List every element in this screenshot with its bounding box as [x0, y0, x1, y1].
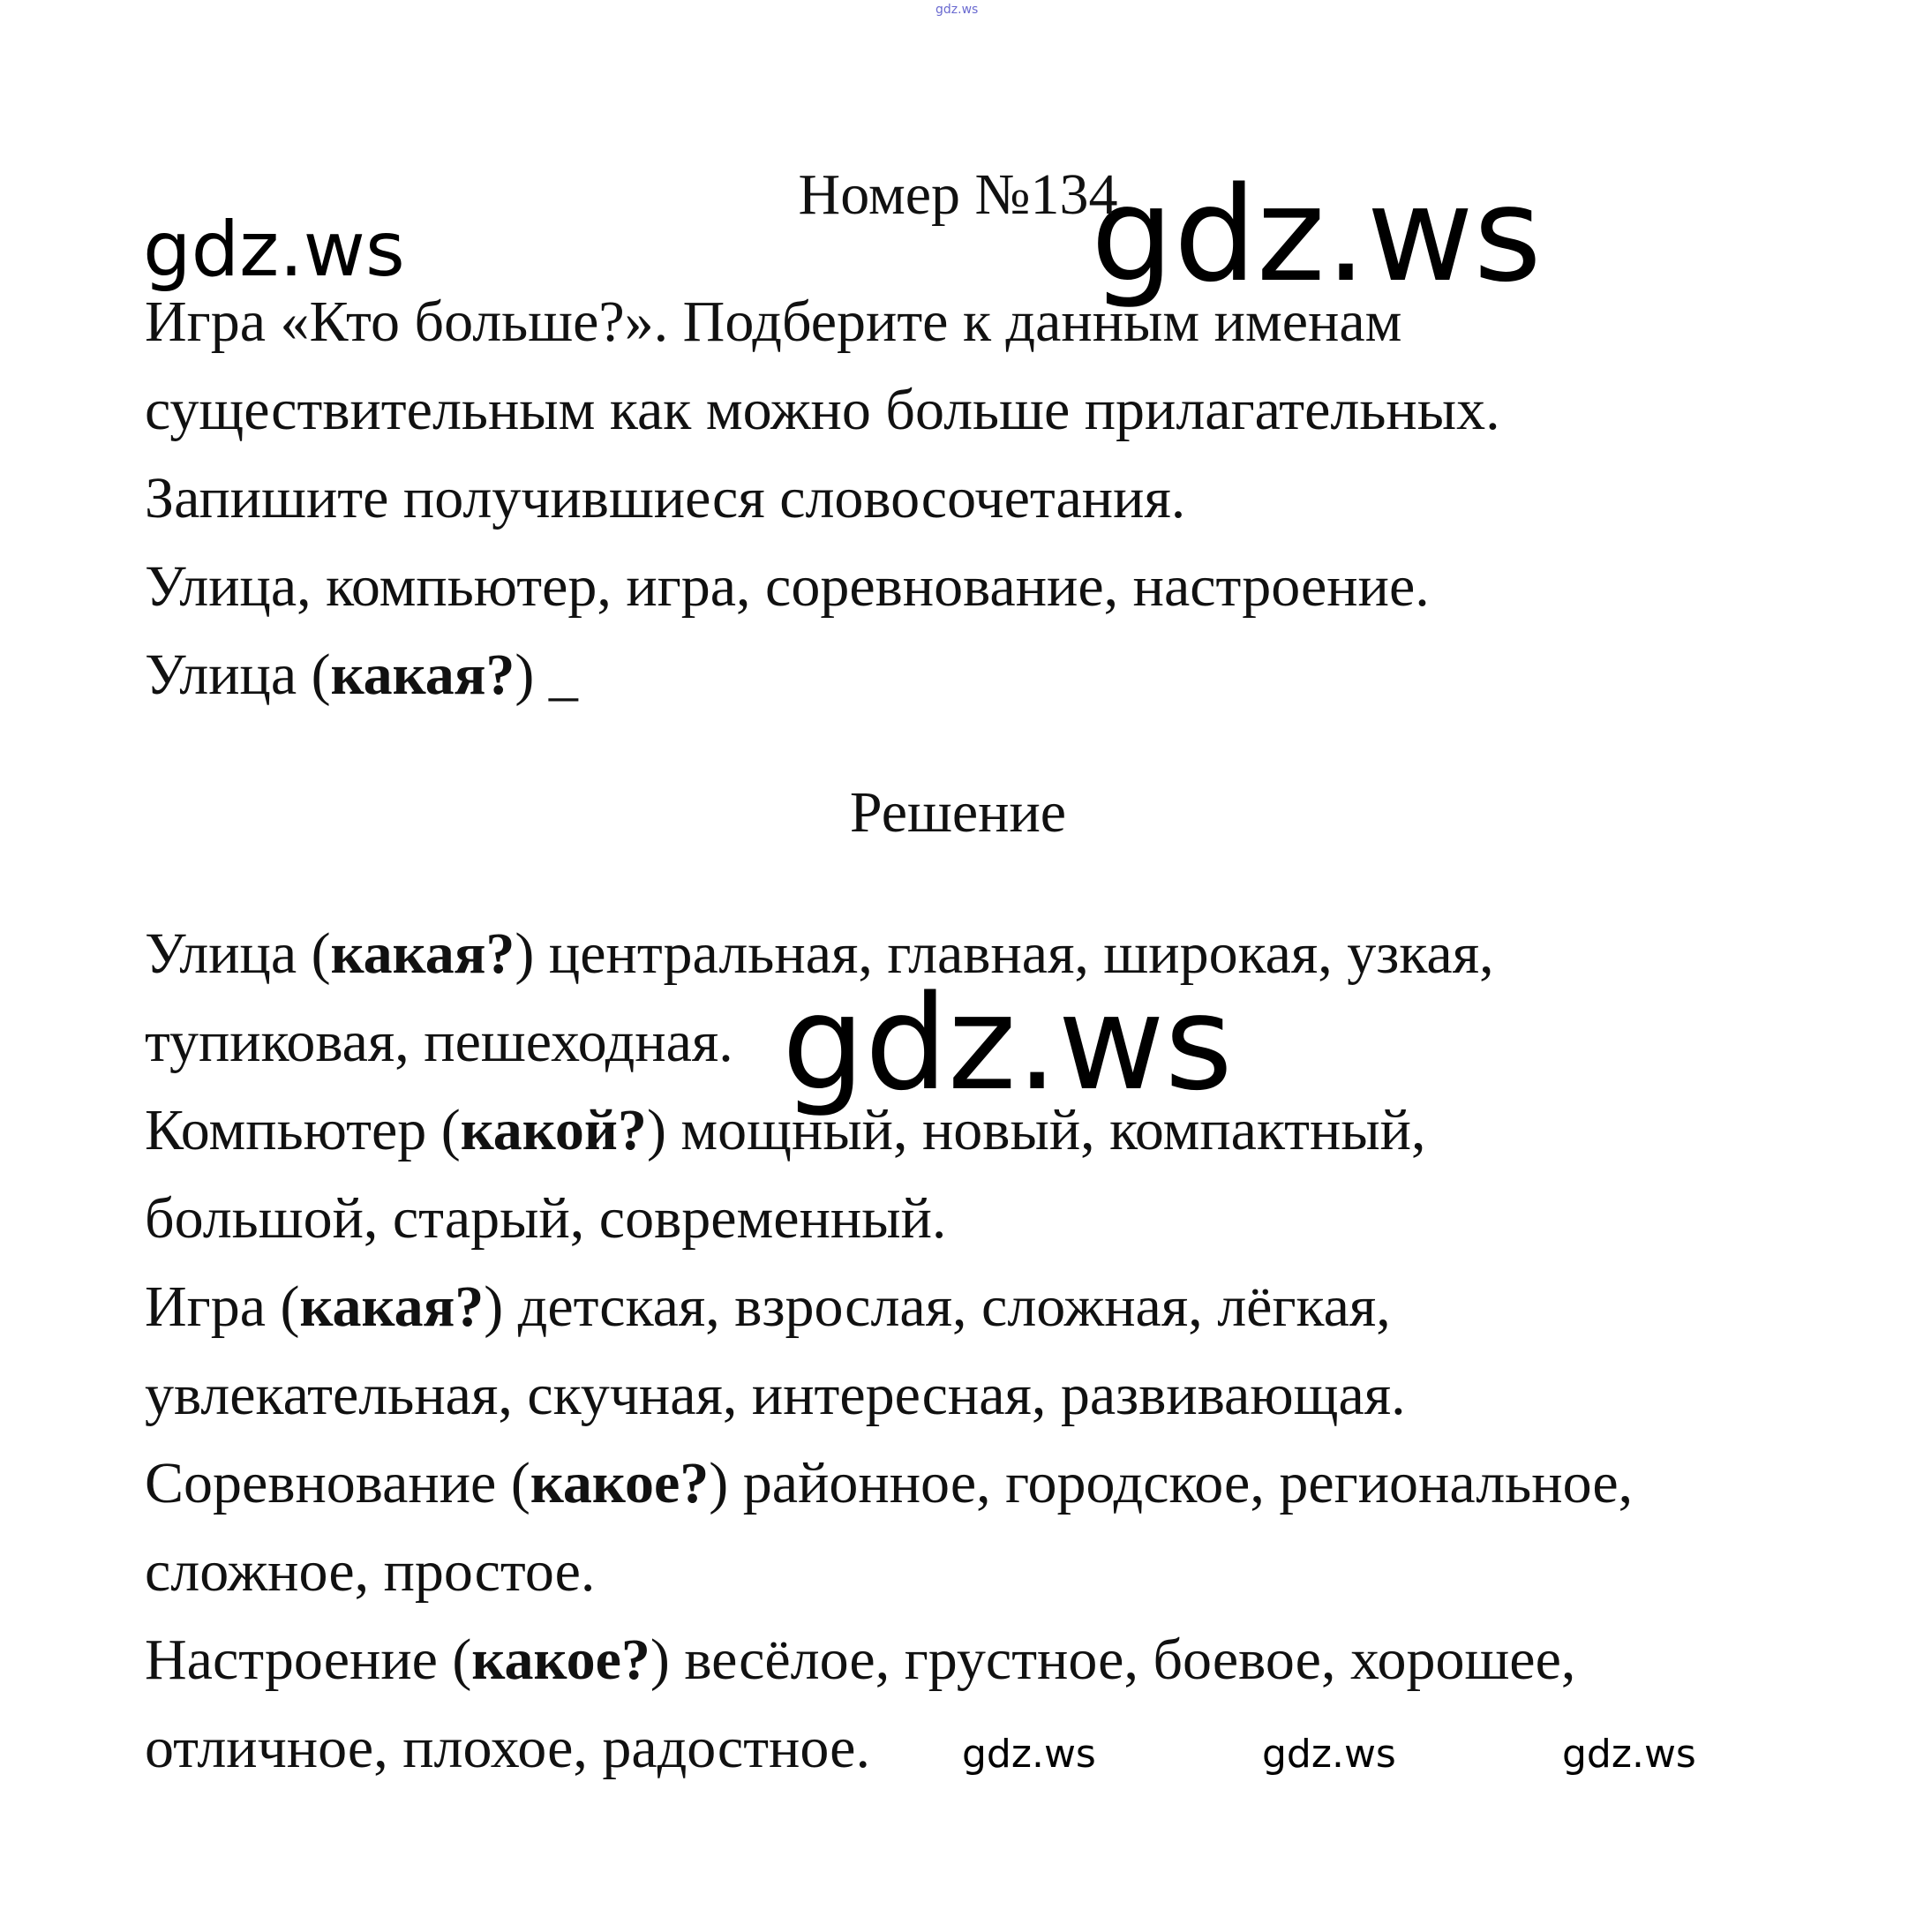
- answer-rest: ) мощный, новый, компактный,: [646, 1098, 1426, 1162]
- watermark-tiny: gdz.ws: [935, 3, 979, 17]
- answer-2-line-1: [145, 1098, 1426, 1162]
- answer-2-line-2: большой, старый, современный.: [145, 1186, 947, 1251]
- answer-word: Компьютер (: [145, 1098, 461, 1162]
- answer-4-line-1: [145, 1451, 1634, 1515]
- answer-1-line-1: [145, 921, 1494, 986]
- answer-question: какой?: [460, 1098, 647, 1162]
- example-question: какая?: [330, 643, 515, 707]
- answer-rest: ) районное, городское, региональное,: [709, 1451, 1634, 1515]
- answer-3-line-1: [145, 1274, 1391, 1339]
- example-close: ) _: [515, 643, 578, 707]
- answer-3-line-2: увлекательная, скучная, интересная, развивающая.: [145, 1363, 1406, 1427]
- watermark-bottom-3: gdz.ws: [1562, 1732, 1696, 1777]
- answer-5-line-2: отличное, плохое, радостное.: [145, 1716, 870, 1780]
- answer-4-line-2: сложное, простое.: [145, 1539, 596, 1604]
- task-line-2: существительным как можно больше прилагательных.: [145, 378, 1500, 442]
- watermark-top-right: gdz.ws: [1091, 159, 1542, 311]
- answer-1-line-2: тупиковая, пешеходная.: [145, 1010, 733, 1074]
- example-word: Улица (: [145, 643, 331, 707]
- answer-word: Соревнование (: [145, 1451, 530, 1515]
- solution-heading: Решение: [849, 780, 1067, 845]
- answer-rest: ) детская, взрослая, сложная, лёгкая,: [484, 1274, 1391, 1339]
- watermark-bottom-1: gdz.ws: [962, 1732, 1096, 1777]
- watermark-middle: gdz.ws: [782, 967, 1233, 1119]
- watermark-top-left: gdz.ws: [143, 206, 405, 294]
- answer-question: какая?: [330, 921, 515, 986]
- answer-word: Игра (: [145, 1274, 300, 1339]
- answer-question: какая?: [299, 1274, 485, 1339]
- answer-rest: ) центральная, главная, широкая, узкая,: [515, 921, 1494, 986]
- answer-question: какое?: [530, 1451, 710, 1515]
- watermark-bottom-2: gdz.ws: [1262, 1732, 1396, 1777]
- page-title: Номер №134: [798, 162, 1118, 227]
- answer-5-line-1: [145, 1628, 1576, 1692]
- answer-question: какое?: [471, 1628, 650, 1692]
- task-line-4: Улица, компьютер, игра, соревнование, настроение.: [145, 554, 1430, 619]
- task-line-3: Запишите получившиеся словосочетания.: [145, 466, 1186, 530]
- task-line-1: Игра «Кто больше?». Подберите к данным именам: [145, 289, 1402, 354]
- task-example: [145, 643, 578, 707]
- answer-word: Настроение (: [145, 1628, 472, 1692]
- answer-rest: ) весёлое, грустное, боевое, хорошее,: [650, 1628, 1576, 1692]
- answer-word: Улица (: [145, 921, 331, 986]
